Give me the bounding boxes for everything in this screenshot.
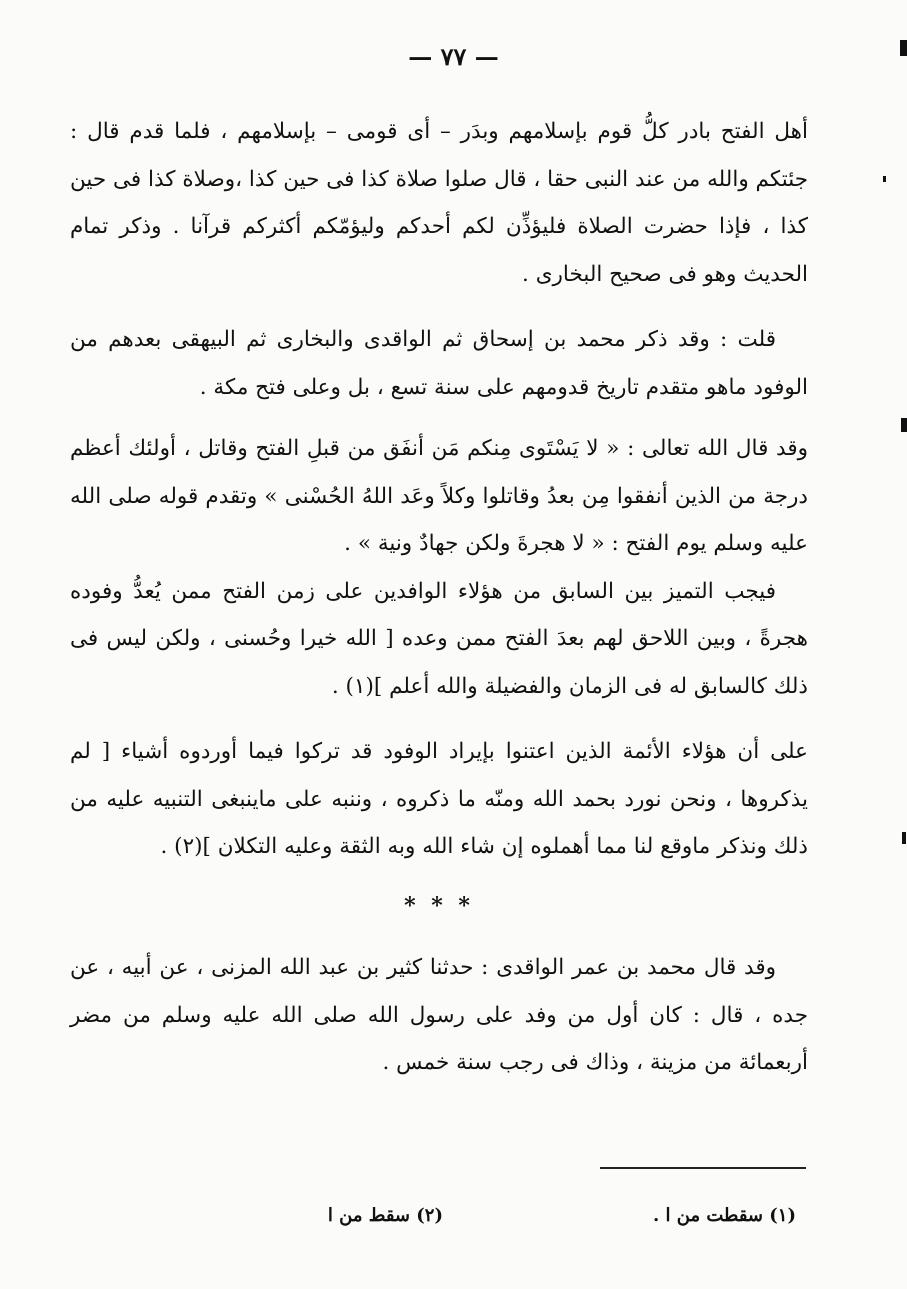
paragraph-5: على أن هؤلاء الأئمة الذين اعتنوا بإيراد الوفود قد تركوا فيما أوردوه أشياء [ لم يذكروها ، ونحن نورد بحمد الله ومنّه ما ذكروه ، وننبه على ماينبغى التنبيه عليه من ذلك ونذكر ماوقع لنا مما أهملوه إن شاء الله وبه الثقة وعليه التكلان ](٢) . [70, 739, 808, 859]
scan-edge-mark-middle [901, 418, 907, 432]
section-separator: * * * [404, 892, 474, 919]
paragraph-3: وقد قال الله تعالى : « لا يَسْتَوى مِنكم مَن أنفَق من قبلِ الفتح وقاتل ، أولئك أعظم درجة من الذين أنفقوا مِن بعدُ وقاتلوا وكلاً وعَد اللهُ الحُسْنى » وتقدم قوله صلى الله عليه وسلم يوم الفتح : « لا هجرةَ ولكن جهادٌ ونية » . [70, 436, 808, 556]
scan-edge-mark-lower [902, 832, 906, 844]
paragraph-2: قلت : وقد ذكر محمد بن إسحاق ثم الواقدى والبخارى ثم البيهقى بعدهم من الوفود ماهو متقدم تاريخ قدومهم على سنة تسع ، بل وعلى فتح مكة . [70, 327, 808, 400]
page-number: — ٧٧ — [408, 42, 499, 71]
footnote-2: (٢) سقط من ا [327, 1205, 443, 1226]
scan-edge-mark-top [900, 40, 907, 56]
paragraph-4: فيجب التميز بين السابق من هؤلاء الوافدين على زمن الفتح ممن يُعدُّ وفوده هجرةً ، وبين اللاحق لهم بعدَ الفتح ممن وعده [ الله خيرا وحُسنى ، ولكن ليس فى ذلك كالسابق له فى الزمان والفضيلة والله أعلم ](١) . [70, 578, 808, 699]
paragraph-1: أهل الفتح بادر كلُّ قوم بإسلامهم وبدَر – أى قومى – بإسلامهم ، فلما قدم قال : جئتكم والله من عند النبى حقا ، قال صلوا صلاة كذا فى حين كذا ،وصلاة كذا فى حين كذا ، فإذا حضرت الصلاة فليؤذِّن لكم أحدكم وليؤمّكم أكثركم قرآنا . وذكر تمام الحديث وهو فى صحيح البخارى . [70, 119, 808, 287]
footnote-rule [600, 1167, 806, 1169]
footnote-1: (١) سقطت من ا . [652, 1205, 796, 1226]
scan-edge-dot [883, 176, 886, 182]
main-text [70, 108, 808, 1087]
paragraph-6: وقد قال محمد بن عمر الواقدى : حدثنا كثير بن عبد الله المزنى ، عن أبيه ، عن جده ، قال : كان أول من وفد على رسول الله صلى الله عليه وسلم من مضر أربعمائة من مزينة ، وذاك فى رجب سنة خمس . [70, 955, 808, 1075]
